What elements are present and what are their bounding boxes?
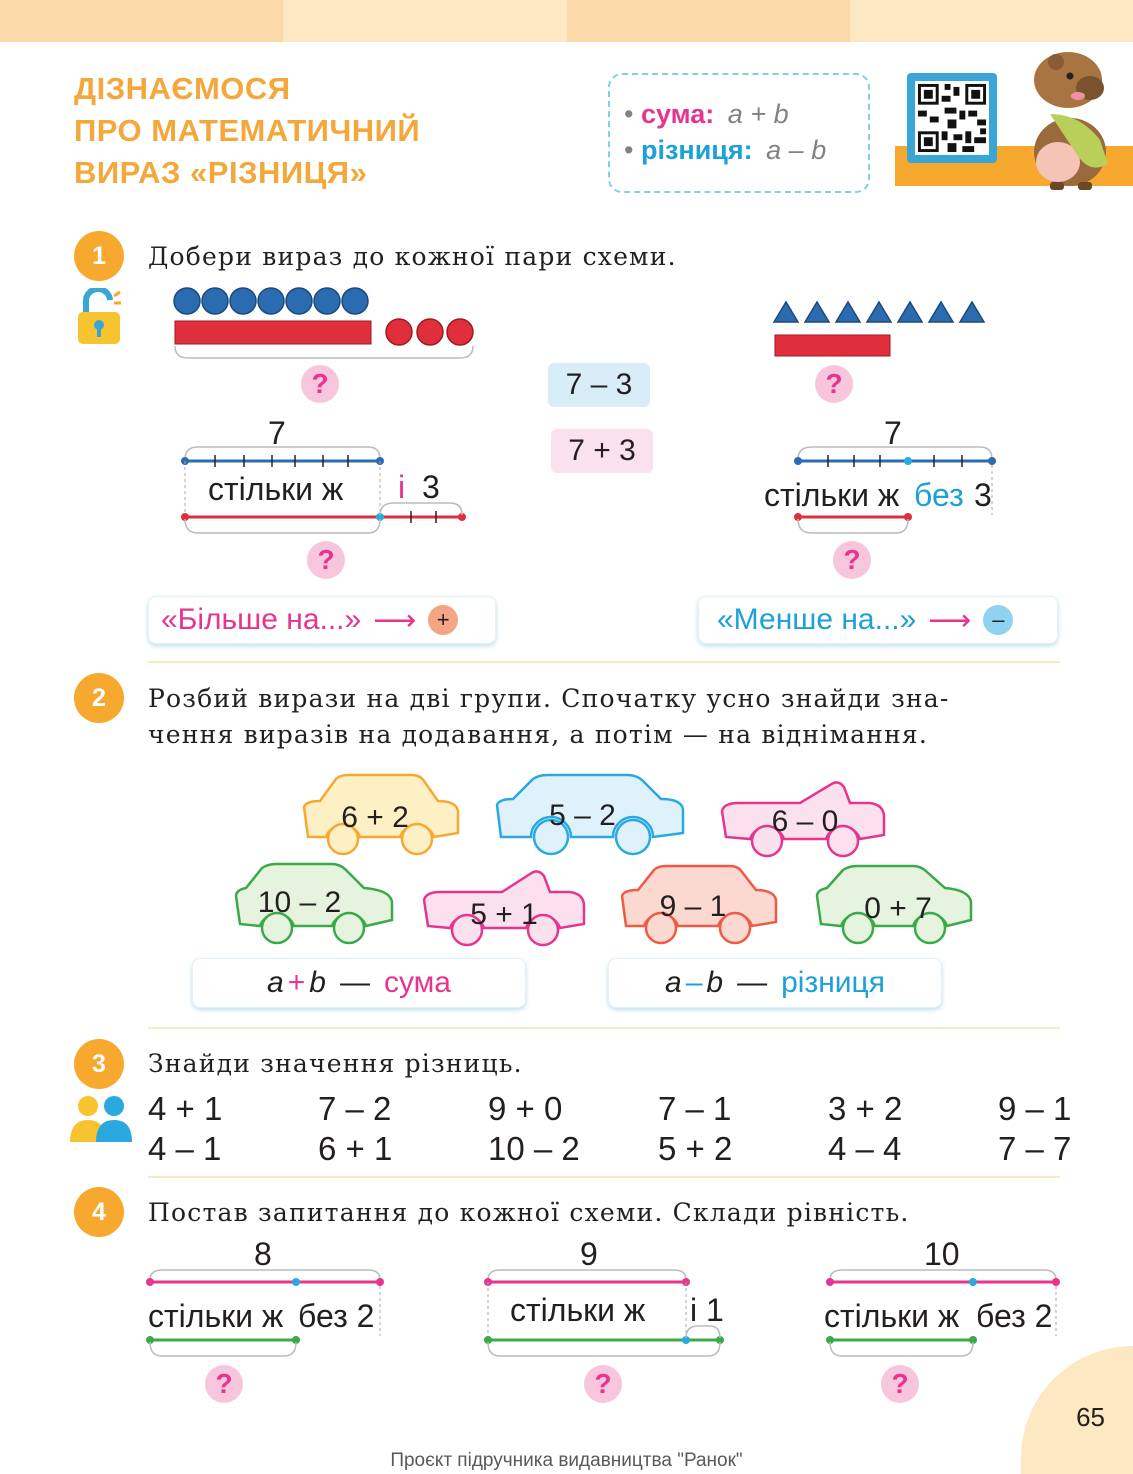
question-mark-badge: ? [833,541,871,579]
unlocked-padlock-icon [76,288,122,346]
expression-r2c4: 5 + 2 [658,1130,733,1167]
task-3-text: Знайди значення різниць. [148,1049,523,1078]
same-label: стільки ж [208,471,344,507]
publisher-footer: Проєкт підручника видавництва "Ранок" [390,1450,743,1471]
capybara-mascot-icon [1020,44,1120,190]
qr-code[interactable] [907,73,997,163]
title-line-3: ВИРАЗ «РІЗНИЦЯ» [74,155,368,190]
task-2-text: Розбий вирази на дві групи. Спочатку усно знайди зна- чення виразів на додавання, а потім — на віднімання. [148,684,950,749]
right-segment-lines [762,415,1002,535]
car-card[interactable]: 6 – 0 [720,775,886,859]
top-color-bar [0,0,1133,42]
definitions-box [608,73,870,193]
same-label: стільки ж [510,1292,646,1328]
title-line-2: ПРО МАТЕМАТИЧНИЙ [74,113,421,148]
expression-card-minus[interactable]: 7 – 3 [548,363,650,407]
difference-expression: a – b [766,135,827,165]
question-mark-badge: ? [815,365,853,403]
question-mark-badge: ? [307,541,345,579]
difference-card: a – b — різниця [608,958,942,1008]
task-1-text: Добери вираз до кожної пари схеми. [148,242,677,271]
task-3-number: 3 [74,1039,124,1089]
expression-r1c2: 7 – 2 [318,1090,392,1127]
expression-r1c3: 9 + 0 [488,1090,563,1127]
definition-sum: • сума: a + b [624,99,789,129]
car-card[interactable]: 5 + 1 [422,866,586,948]
suffix-label: без 2 [298,1298,375,1334]
arrow-right-icon: ⟶ [928,603,972,637]
pair-work-icon [68,1094,132,1144]
sum-label: сума: [640,99,715,129]
total-label: 9 [580,1236,598,1272]
expression-r1c1: 4 + 1 [148,1090,223,1127]
suffix-label: і 1 [690,1292,724,1328]
scheme-card-2 [482,1236,732,1360]
expression-r1c5: 3 + 2 [828,1090,903,1127]
expression-r2c1: 4 – 1 [148,1130,222,1167]
car-card[interactable]: 6 + 2 [300,771,462,857]
expression-r2c6: 7 – 7 [998,1130,1072,1167]
triangles-and-bar-scheme [770,298,990,360]
right-segment-scheme [762,415,1002,535]
qr-code-icon [915,81,989,155]
total-label: 7 [884,415,902,451]
task-4-text: Постав запитання до кожної схеми. Склади рівність. [148,1198,910,1227]
expression-r1c4: 7 – 1 [658,1090,732,1127]
total-label: 7 [268,415,286,451]
plus-sign-icon: + [428,605,458,635]
same-label: стільки ж [824,1298,960,1334]
section-divider [148,1176,1060,1178]
task-4-number: 4 [74,1187,124,1237]
definition-difference: • різниця: a – b [624,135,827,165]
without-label: без [914,477,964,513]
question-mark-badge: ? [584,1365,622,1403]
task-1-number: 1 [74,231,124,281]
expression-card-plus[interactable]: 7 + 3 [551,429,653,473]
sum-expression: a + b [727,99,789,129]
title-line-1: ДІЗНАЄМОСЯ [74,71,291,106]
addend-label: 3 [422,469,440,505]
car-card[interactable]: 0 + 7 [813,862,975,946]
arrow-right-icon: ⟶ [373,603,417,637]
scheme-card-1 [146,1236,392,1360]
same-label: стільки ж [148,1298,284,1334]
expression-r1c6: 9 – 1 [998,1090,1072,1127]
car-card[interactable]: 9 – 1 [618,862,780,946]
lesson-title [74,68,514,194]
total-label: 8 [254,1236,272,1272]
question-mark-badge: ? [881,1365,919,1403]
minus-sign-icon: – [983,605,1013,635]
section-divider [148,1027,1060,1029]
scheme-card-3 [824,1236,1070,1360]
suffix-label: без 2 [976,1298,1053,1334]
difference-label: різниця: [640,135,753,165]
section-divider [148,661,1060,663]
less-than-card: «Менше на...» ⟶ – [698,596,1058,644]
question-mark-badge: ? [205,1365,243,1403]
left-segment-scheme [168,415,478,535]
expression-r2c5: 4 – 4 [828,1130,902,1167]
question-mark-badge: ? [301,365,339,403]
same-label: стільки ж [764,477,900,513]
car-card[interactable]: 10 – 2 [232,860,396,946]
sum-card: a + b — сума [192,958,526,1008]
page-number: 65 [1076,1402,1105,1432]
expression-r2c2: 6 + 1 [318,1130,393,1167]
expression-r2c3: 10 – 2 [488,1130,580,1167]
more-than-card: «Більше на...» ⟶ + [148,596,496,644]
circles-and-bar-scheme [168,284,478,364]
and-label: і [398,469,406,505]
car-card[interactable]: 5 – 2 [495,771,685,857]
task-2-number: 2 [74,673,124,723]
total-label: 10 [924,1236,960,1272]
subtrahend-label: 3 [974,477,992,513]
